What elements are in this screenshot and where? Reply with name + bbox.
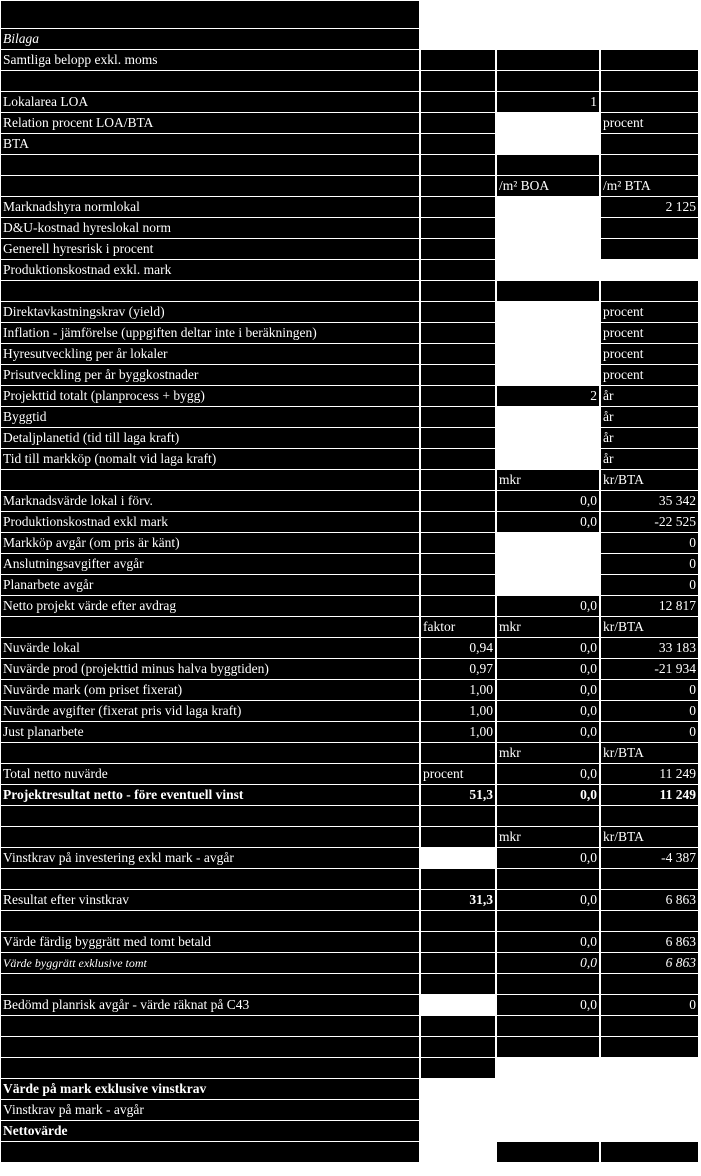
cell-c[interactable] (497, 218, 599, 238)
cell-d[interactable]: 0 (601, 995, 698, 1015)
cell-b[interactable] (421, 323, 495, 343)
cell-b[interactable] (421, 29, 495, 49)
table-row (0, 70, 701, 91)
table-row (0, 364, 701, 385)
cell-d[interactable]: 0 (601, 701, 698, 721)
cell-d[interactable]: procent (601, 113, 698, 133)
cell-b[interactable] (421, 407, 495, 427)
table-row (0, 511, 701, 532)
table-row (0, 217, 701, 238)
table-row (0, 0, 701, 28)
cell-b[interactable]: 51,3 (421, 785, 495, 805)
cell-d[interactable] (601, 92, 698, 112)
table-row (0, 658, 701, 679)
cell-c[interactable] (497, 911, 599, 931)
cell-a[interactable]: Produktionskostnad exkl. mark (1, 260, 419, 280)
cell-c[interactable] (497, 71, 599, 91)
cell-c[interactable]: 0,0 (497, 890, 599, 910)
cell-b[interactable]: 1,00 (421, 722, 495, 742)
cell-b[interactable] (421, 1100, 495, 1120)
table-row (0, 1120, 701, 1141)
table-row (0, 595, 701, 616)
cell-b[interactable] (421, 911, 495, 931)
cell-c[interactable]: mkr (497, 743, 599, 763)
cell-a[interactable] (1, 911, 419, 931)
cell-d[interactable]: 6 863 (601, 953, 698, 973)
cell-b[interactable] (421, 1016, 495, 1036)
cell-c[interactable]: 0,0 (497, 722, 599, 742)
cell-d[interactable]: år (601, 428, 698, 448)
cell-d[interactable] (601, 281, 698, 301)
cell-c[interactable]: 0,0 (497, 701, 599, 721)
cell-b[interactable]: procent (421, 764, 495, 784)
table-row (0, 784, 701, 805)
cell-b[interactable] (421, 533, 495, 553)
cell-b[interactable] (421, 50, 495, 70)
cell-a[interactable]: Vinstkrav på mark - avgår (1, 1100, 419, 1120)
cell-a[interactable] (1, 470, 419, 490)
table-row (0, 406, 701, 427)
cell-b[interactable] (421, 848, 495, 868)
cell-a[interactable]: Prisutveckling per år byggkostnader (1, 365, 419, 385)
table-row (0, 805, 701, 826)
cell-b[interactable]: 1,00 (421, 701, 495, 721)
cell-c[interactable] (497, 302, 599, 322)
cell-b[interactable] (421, 344, 495, 364)
cell-a[interactable] (1, 1037, 419, 1057)
table-row (0, 973, 701, 994)
table-row (0, 1141, 701, 1162)
table-row (0, 847, 701, 868)
cell-d[interactable] (601, 239, 698, 259)
table-row (0, 427, 701, 448)
cell-b[interactable] (421, 827, 495, 847)
cell-a[interactable]: Anslutningsavgifter avgår (1, 554, 419, 574)
cell-d[interactable]: 33 183 (601, 638, 698, 658)
table-row (0, 700, 701, 721)
table-row (0, 952, 701, 973)
cell-a[interactable] (1, 1058, 419, 1078)
cell-c[interactable] (497, 344, 599, 364)
cell-d[interactable] (601, 869, 698, 889)
table-row (0, 133, 701, 154)
cell-a[interactable]: BTA (1, 134, 419, 154)
cell-d[interactable] (601, 1016, 698, 1036)
cell-c[interactable] (497, 29, 599, 49)
cell-d[interactable] (601, 974, 698, 994)
cell-c[interactable]: 2 (497, 386, 599, 406)
cell-d[interactable]: 0 (601, 575, 698, 595)
cell-b[interactable] (421, 806, 495, 826)
cell-b[interactable] (421, 302, 495, 322)
cell-b[interactable] (421, 575, 495, 595)
cell-b[interactable] (421, 512, 495, 532)
cell-b[interactable] (421, 1079, 495, 1099)
cell-d[interactable]: -21 934 (601, 659, 698, 679)
cell-a[interactable]: Relation procent LOA/BTA (1, 113, 419, 133)
cell-a[interactable] (1, 176, 419, 196)
cell-a[interactable] (1, 71, 419, 91)
table-row (0, 763, 701, 784)
cell-a[interactable]: Värde byggrätt exklusive tomt (1, 953, 419, 973)
cell-a[interactable] (1, 155, 419, 175)
cell-d[interactable] (601, 155, 698, 175)
table-row (0, 280, 701, 301)
cell-c[interactable]: 0,0 (497, 932, 599, 952)
cell-a[interactable] (1, 1142, 419, 1162)
cell-c[interactable] (497, 260, 599, 280)
cell-b[interactable] (421, 1142, 495, 1162)
cell-b[interactable] (421, 71, 495, 91)
cell-b[interactable] (421, 1121, 495, 1141)
cell-d[interactable]: -4 387 (601, 848, 698, 868)
cell-a[interactable]: Marknadshyra normlokal (1, 197, 419, 217)
cell-a[interactable]: Samtliga belopp exkl. moms (1, 50, 419, 70)
table-row (0, 259, 701, 280)
cell-c[interactable] (497, 575, 599, 595)
cell-c[interactable] (497, 113, 599, 133)
cell-b[interactable] (421, 743, 495, 763)
cell-c[interactable]: 0,0 (497, 596, 599, 616)
cell-d[interactable]: 2 125 (601, 197, 698, 217)
cell-b[interactable] (421, 428, 495, 448)
table-row (0, 553, 701, 574)
cell-c[interactable] (497, 407, 599, 427)
cell-c[interactable] (497, 323, 599, 343)
cell-b[interactable] (421, 218, 495, 238)
cell-c[interactable] (497, 1058, 599, 1078)
cell-a[interactable]: Nuvärde mark (om priset fixerat) (1, 680, 419, 700)
table-row (0, 196, 701, 217)
cell-d[interactable]: år (601, 386, 698, 406)
cell-b[interactable] (421, 92, 495, 112)
cell-d[interactable]: 0 (601, 722, 698, 742)
cell-c[interactable] (497, 1016, 599, 1036)
cell-d[interactable]: 6 863 (601, 890, 698, 910)
cell-c[interactable] (497, 1, 599, 28)
cell-a[interactable] (1, 974, 419, 994)
cell-d[interactable] (601, 1, 698, 28)
table-row (0, 574, 701, 595)
cell-d[interactable] (601, 1079, 698, 1099)
cell-d[interactable] (601, 50, 698, 70)
cell-b[interactable] (421, 995, 495, 1015)
cell-c[interactable]: 0,0 (497, 995, 599, 1015)
table-row (0, 868, 701, 889)
table-row (0, 91, 701, 112)
cell-c[interactable] (497, 869, 599, 889)
table-row (0, 532, 701, 553)
cell-b[interactable] (421, 554, 495, 574)
cell-a[interactable] (1, 617, 419, 637)
cell-d[interactable]: 0 (601, 533, 698, 553)
table-row (0, 721, 701, 742)
cell-b[interactable] (421, 1037, 495, 1057)
table-row (0, 28, 701, 49)
table-row (0, 448, 701, 469)
cell-a[interactable] (1, 827, 419, 847)
cell-d[interactable] (601, 1058, 698, 1078)
cell-c[interactable] (497, 1100, 599, 1120)
cell-a[interactable]: Netto projekt värde efter avdrag (1, 596, 419, 616)
cell-c[interactable]: 0,0 (497, 764, 599, 784)
cell-a[interactable]: Projekttid totalt (planprocess + bygg) (1, 386, 419, 406)
cell-a[interactable]: Bedömd planrisk avgår - värde räknat på C43 (1, 995, 419, 1015)
cell-a[interactable]: Inflation - jämförelse (uppgiften deltar inte i beräkningen) (1, 323, 419, 343)
cell-c[interactable] (497, 1121, 599, 1141)
cell-c[interactable]: mkr (497, 470, 599, 490)
cell-a[interactable] (1, 806, 419, 826)
cell-d[interactable]: kr/BTA (601, 743, 698, 763)
cell-d[interactable] (601, 911, 698, 931)
cell-b[interactable] (421, 197, 495, 217)
table-row (0, 322, 701, 343)
cell-a[interactable]: D&U-kostnad hyreslokal norm (1, 218, 419, 238)
cell-c[interactable]: /m² BOA (497, 176, 599, 196)
cell-d[interactable]: 0 (601, 680, 698, 700)
cell-d[interactable]: procent (601, 365, 698, 385)
cell-d[interactable]: /m² BTA (601, 176, 698, 196)
cell-c[interactable]: 0,0 (497, 848, 599, 868)
table-row (0, 1015, 701, 1036)
table-row (0, 637, 701, 658)
cell-a[interactable]: Nettovärde (1, 1121, 419, 1141)
cell-d[interactable]: 11 249 (601, 785, 698, 805)
cell-c[interactable]: mkr (497, 827, 599, 847)
cell-d[interactable] (601, 1100, 698, 1120)
cell-a[interactable] (1, 869, 419, 889)
cell-a[interactable]: Lokalarea LOA (1, 92, 419, 112)
cell-b[interactable]: 0,94 (421, 638, 495, 658)
cell-b[interactable] (421, 932, 495, 952)
cell-b[interactable]: 1,00 (421, 680, 495, 700)
cell-d[interactable]: kr/BTA (601, 617, 698, 637)
cell-b[interactable] (421, 974, 495, 994)
cell-b[interactable] (421, 953, 495, 973)
cell-c[interactable] (497, 974, 599, 994)
cell-b[interactable] (421, 596, 495, 616)
cell-b[interactable] (421, 134, 495, 154)
cell-c[interactable] (497, 533, 599, 553)
cell-b[interactable]: 0,97 (421, 659, 495, 679)
cell-b[interactable] (421, 1058, 495, 1078)
cell-b[interactable] (421, 449, 495, 469)
cell-a[interactable] (1, 743, 419, 763)
cell-c[interactable] (497, 365, 599, 385)
cell-c[interactable] (497, 239, 599, 259)
cell-d[interactable] (601, 1037, 698, 1057)
cell-a[interactable]: Just planarbete (1, 722, 419, 742)
cell-a[interactable] (1, 1, 419, 28)
cell-a[interactable]: Produktionskostnad exkl mark (1, 512, 419, 532)
table-row (0, 616, 701, 637)
cell-b[interactable] (421, 491, 495, 511)
table-row (0, 175, 701, 196)
cell-d[interactable]: år (601, 407, 698, 427)
cell-b[interactable] (421, 176, 495, 196)
cell-a[interactable]: Total netto nuvärde (1, 764, 419, 784)
cell-d[interactable]: 11 249 (601, 764, 698, 784)
cell-c[interactable] (497, 449, 599, 469)
cell-d[interactable] (601, 71, 698, 91)
cell-c[interactable]: 1 (497, 92, 599, 112)
cell-c[interactable] (497, 50, 599, 70)
cell-a[interactable]: Värde färdig byggrätt med tomt betald (1, 932, 419, 952)
cell-c[interactable]: 0,0 (497, 680, 599, 700)
table-row (0, 679, 701, 700)
cell-a[interactable]: Byggtid (1, 407, 419, 427)
cell-d[interactable]: 6 863 (601, 932, 698, 952)
cell-a[interactable]: Vinstkrav på investering exkl mark - avgår (1, 848, 419, 868)
cell-a[interactable]: Generell hyresrisk i procent (1, 239, 419, 259)
table-row (0, 826, 701, 847)
cell-a[interactable]: Resultat efter vinstkrav (1, 890, 419, 910)
cell-c[interactable]: 0,0 (497, 659, 599, 679)
cell-a[interactable]: Bilaga (1, 29, 419, 49)
cell-c[interactable]: 0,0 (497, 953, 599, 973)
cell-d[interactable] (601, 806, 698, 826)
table-row (0, 238, 701, 259)
cell-b[interactable] (421, 239, 495, 259)
cell-a[interactable]: Värde på mark exklusive vinstkrav (1, 1079, 419, 1099)
cell-d[interactable]: kr/BTA (601, 827, 698, 847)
table-row (0, 112, 701, 133)
cell-a[interactable] (1, 281, 419, 301)
cell-b[interactable] (421, 365, 495, 385)
cell-d[interactable]: -22 525 (601, 512, 698, 532)
cell-d[interactable] (601, 134, 698, 154)
cell-b[interactable] (421, 386, 495, 406)
table-row (0, 1036, 701, 1057)
table-row (0, 49, 701, 70)
cell-d[interactable] (601, 1142, 698, 1162)
cell-c[interactable] (497, 155, 599, 175)
cell-c[interactable] (497, 554, 599, 574)
cell-d[interactable]: 35 342 (601, 491, 698, 511)
table-row (0, 889, 701, 910)
cell-b[interactable] (421, 113, 495, 133)
table-row (0, 1057, 701, 1078)
table-row (0, 1078, 701, 1099)
cell-d[interactable] (601, 29, 698, 49)
cell-a[interactable]: Direktavkastningskrav (yield) (1, 302, 419, 322)
table-row (0, 343, 701, 364)
cell-a[interactable]: Detaljplanetid (tid till laga kraft) (1, 428, 419, 448)
cell-d[interactable] (601, 218, 698, 238)
table-row (0, 1099, 701, 1120)
cell-b[interactable] (421, 1, 495, 28)
table-row (0, 931, 701, 952)
cell-d[interactable]: år (601, 449, 698, 469)
cell-c[interactable]: 0,0 (497, 491, 599, 511)
cell-c[interactable]: 0,0 (497, 638, 599, 658)
cell-c[interactable]: 0,0 (497, 785, 599, 805)
cell-d[interactable] (601, 1121, 698, 1141)
cell-d[interactable]: kr/BTA (601, 470, 698, 490)
table-row (0, 301, 701, 322)
table-row (0, 154, 701, 175)
cell-c[interactable] (497, 281, 599, 301)
table-row (0, 910, 701, 931)
cell-c[interactable] (497, 1037, 599, 1057)
cell-b[interactable] (421, 281, 495, 301)
cell-d[interactable]: 12 817 (601, 596, 698, 616)
cell-c[interactable] (497, 428, 599, 448)
cell-b[interactable] (421, 155, 495, 175)
cell-a[interactable]: Tid till markköp (nomalt vid laga kraft) (1, 449, 419, 469)
table-row (0, 469, 701, 490)
cell-d[interactable]: procent (601, 302, 698, 322)
cell-c[interactable] (497, 1142, 599, 1162)
cell-c[interactable] (497, 1079, 599, 1099)
cell-a[interactable]: Hyresutveckling per år lokaler (1, 344, 419, 364)
table-row (0, 490, 701, 511)
table-row (0, 385, 701, 406)
cell-d[interactable] (601, 260, 698, 280)
cell-a[interactable]: Nuvärde lokal (1, 638, 419, 658)
cell-d[interactable]: procent (601, 323, 698, 343)
cell-b[interactable] (421, 470, 495, 490)
table-row (0, 994, 701, 1015)
cell-b[interactable]: faktor (421, 617, 495, 637)
cell-b[interactable] (421, 260, 495, 280)
cell-c[interactable]: 0,0 (497, 512, 599, 532)
cell-d[interactable]: 0 (601, 554, 698, 574)
cell-c[interactable] (497, 134, 599, 154)
cell-c[interactable]: mkr (497, 617, 599, 637)
table-row (0, 742, 701, 763)
cell-c[interactable] (497, 806, 599, 826)
cell-b[interactable]: 31,3 (421, 890, 495, 910)
cell-a[interactable]: Nuvärde prod (projekttid minus halva byggtiden) (1, 659, 419, 679)
cell-c[interactable] (497, 197, 599, 217)
cell-d[interactable]: procent (601, 344, 698, 364)
cell-a[interactable]: Marknadsvärde lokal i förv. (1, 491, 419, 511)
cell-b[interactable] (421, 869, 495, 889)
cell-a[interactable]: Nuvärde avgifter (fixerat pris vid laga kraft) (1, 701, 419, 721)
cell-a[interactable]: Planarbete avgår (1, 575, 419, 595)
cell-a[interactable]: Projektresultat netto - före eventuell vinst (1, 785, 419, 805)
cell-a[interactable] (1, 1016, 419, 1036)
cell-a[interactable]: Markköp avgår (om pris är känt) (1, 533, 419, 553)
